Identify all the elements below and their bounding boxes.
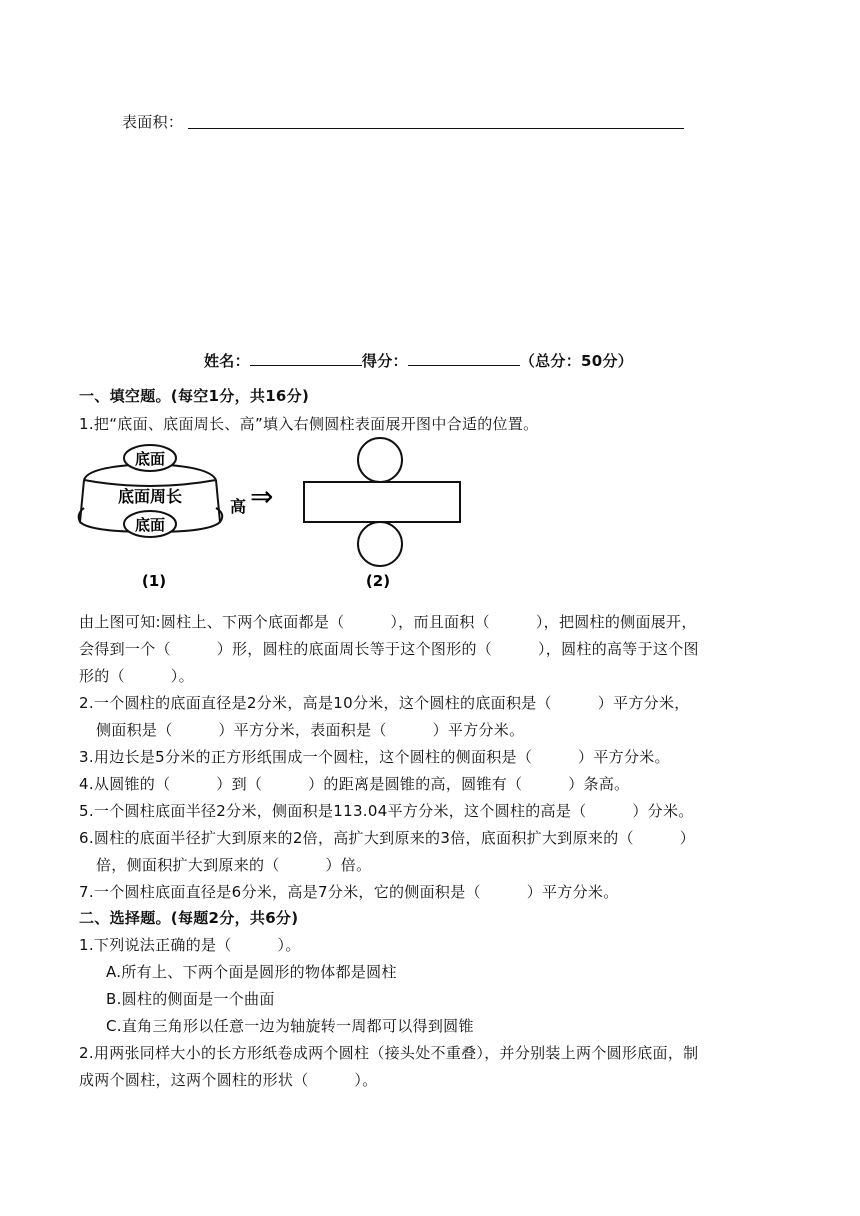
question-2-line-2: 侧面积是（ ）平方分米，表面积是（ ）平方分米。: [96, 721, 525, 739]
question-6-line-1: 6.圆柱的底面半径扩大到原来的2倍，高扩大到原来的3倍，底面积扩大到原来的（ ）: [79, 829, 696, 847]
question-4: 4.从圆锥的（ ）到（ ）的距离是圆锥的高，圆锥有（ ）条高。: [79, 775, 630, 793]
net-top-circle[interactable]: [358, 438, 402, 482]
section2-title: 二、选择题。(每题2分，共6分): [79, 909, 299, 927]
explain-line-3: 形的（ ）。: [79, 667, 194, 685]
option-c[interactable]: C.直角三角形以任意一边为轴旋转一周都可以得到圆锥: [106, 1017, 474, 1035]
choice-question-1: 1.下列说法正确的是（ ）。: [79, 936, 301, 954]
option-b[interactable]: B.圆柱的侧面是一个曲面: [106, 990, 275, 1008]
label-height: 高: [230, 497, 247, 516]
score-input[interactable]: [408, 365, 520, 366]
cylinder-diagram: [70, 436, 490, 596]
scroll-bottom-base: [124, 511, 176, 537]
surface-area-label: 表面积：: [122, 113, 184, 131]
explain-line-1: 由上图可知:圆柱上、下两个底面都是（ ），而且面积（ ），把圆柱的侧面展开，: [79, 613, 697, 631]
label-bottom-base: 底面: [134, 516, 166, 534]
score-label: 得分：: [361, 352, 408, 370]
section1-title: 一、填空题。(每空1分，共16分): [79, 387, 310, 405]
question-1: 1.把“底面、底面周长、高”填入右侧圆柱表面展开图中合适的位置。: [79, 415, 539, 433]
total-score: （总分：50分）: [519, 352, 634, 370]
surface-area-answer-line[interactable]: [188, 128, 684, 129]
name-label: 姓名：: [204, 352, 250, 370]
explain-line-2: 会得到一个（ ）形，圆柱的底面周长等于这个图形的（ ），圆柱的高等于这个图: [79, 640, 699, 658]
arrow-icon: ⇒: [250, 480, 274, 513]
question-5: 5.一个圆柱底面半径2分米，侧面积是113.04平方分米，这个圆柱的高是（ ）分米。: [79, 802, 694, 820]
question-2-line-1: 2.一个圆柱的底面直径是2分米，高是10分米，这个圆柱的底面积是（ ）平方分米，: [79, 694, 690, 712]
choice-question-2-line-2: 成两个圆柱，这两个圆柱的形状（ ）。: [79, 1071, 378, 1089]
question-3: 3.用边长是5分米的正方形纸围成一个圆柱，这个圆柱的侧面积是（ ）平方分米。: [79, 748, 670, 766]
net-bottom-circle[interactable]: [358, 522, 402, 566]
caption-2: (2): [365, 572, 391, 590]
label-base-circumference: 底面周长: [117, 487, 183, 506]
name-input[interactable]: [250, 365, 362, 366]
question-7: 7.一个圆柱底面直径是6分米，高是7分米，它的侧面积是（ ）平方分米。: [79, 883, 619, 901]
choice-question-2-line-1: 2.用两张同样大小的长方形纸卷成两个圆柱（接头处不重叠），并分别装上两个圆形底面，制: [79, 1044, 699, 1062]
caption-1: (1): [141, 572, 167, 590]
label-top-base: 底面: [134, 450, 166, 468]
name-row: [204, 351, 633, 371]
question-6-line-2: 倍，侧面积扩大到原来的（ ）倍。: [96, 856, 372, 874]
scroll-top-base: [124, 445, 176, 471]
net-rectangle[interactable]: [304, 482, 460, 522]
option-a[interactable]: A.所有上、下两个面是圆形的物体都是圆柱: [106, 963, 397, 981]
